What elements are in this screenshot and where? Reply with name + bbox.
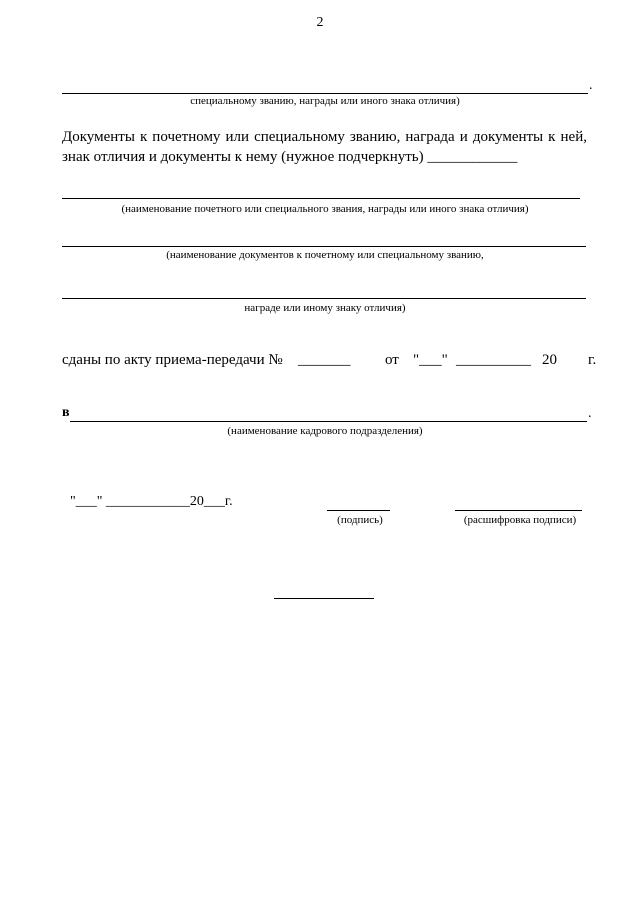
handover-date-month: __________ [456,352,531,368]
documents-paragraph: Документы к почетному или специальному званию, награда и документы к ней, знак отличия и документы к нему (нужное подчеркнуть) ____________ [62,129,587,165]
handover-number-blank: _______ [298,352,351,368]
handover-date-day: "___" [413,352,448,368]
handover-label: сданы по акту приема-передачи № [62,352,283,368]
caption-award-type: специальному званию, награды или иного знака отличия) [190,95,460,107]
caption-signature-decode: (расшифровка подписи) [463,514,577,526]
blank-line-signature [327,510,390,511]
blank-line-award-type [62,93,588,94]
in-unit-dot: . [588,406,592,421]
closing-separator [274,598,374,599]
blank-line-documents-name [62,246,586,247]
handover-year: 20 [542,352,557,368]
in-unit-prefix: в [62,405,70,420]
blank-line-signature-decode [455,510,582,511]
caption-hr-unit: (наименование кадрового подразделения) [227,425,423,437]
handover-year-suffix: г. [588,352,597,368]
caption-documents-name: (наименование документов к почетному или специальному званию, [166,249,484,261]
blank-line-award-cont [62,298,586,299]
sign-date: "___" ____________20___г. [70,494,233,509]
page-number: 2 [316,15,324,30]
handover-from: от [385,352,399,368]
caption-award-cont: награде или иному знаку отличия) [244,302,406,314]
caption-signature: (подпись) [337,514,383,526]
trailing-dot: . [589,78,593,93]
caption-award-name: (наименование почетного или специального звания, награды или иного знака отличия) [121,203,529,215]
blank-line-hr-unit [70,421,587,422]
blank-line-award-name [62,198,580,199]
